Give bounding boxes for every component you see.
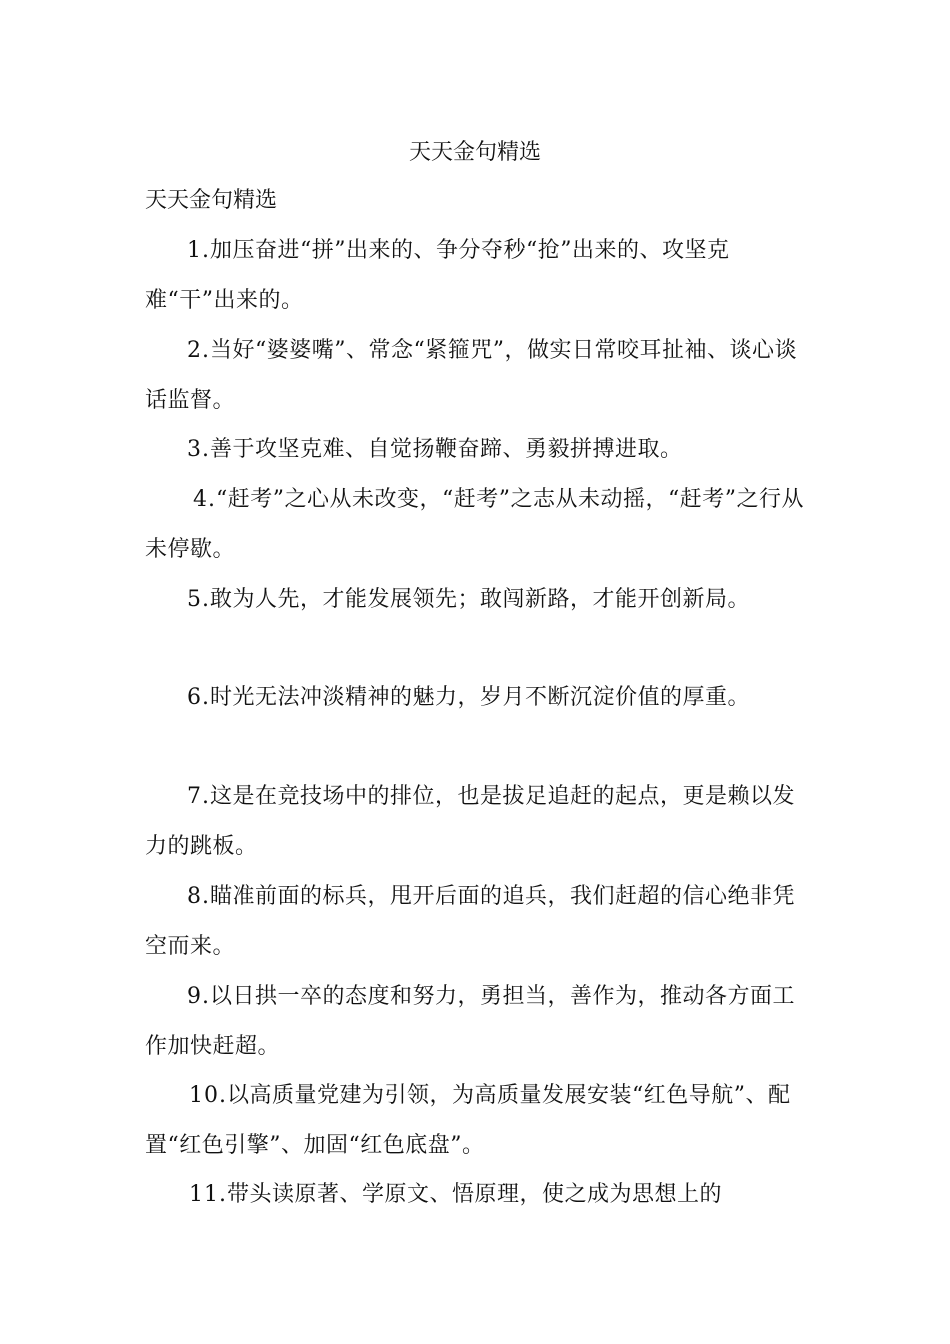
list-item [145,972,810,1071]
list-item [145,1170,810,1220]
item-number: 7. [187,784,210,809]
item-text: 这是在竞技场中的排位，也是拔足追赶的起点，更是赖以发力的跳板。 [145,784,796,859]
item-text: 瞄准前面的标兵，甩开后面的追兵，我们赶超的信心绝非凭空而来。 [145,884,796,959]
item-number: 8. [187,884,210,909]
item-text: 敢为人先，才能发展领先；敢闯新路，才能开创新局。 [210,587,751,612]
document-subtitle: 天天金句精选 [145,188,278,213]
list-item [145,475,810,574]
item-number: 11. [189,1182,227,1207]
list-item [145,425,810,475]
list-item [145,673,810,723]
item-number: 6. [187,685,210,710]
item-text: 时光无法冲淡精神的魅力，岁月不断沉淀价值的厚重。 [210,685,751,710]
item-number: 2. [187,338,210,363]
item-text: 加压奋进“拼”出来的、争分夺秒“抢”出来的、攻坚克难“干”出来的。 [145,238,730,313]
item-number: 3. [187,437,210,462]
item-number: 9. [187,984,210,1009]
item-text: “赶考”之心从未改变，“赶考”之志从未动摇，“赶考”之行从未停歇。 [145,487,804,562]
item-text: 以日拱一卒的态度和努力，勇担当，善作为，推动各方面工作加快赶超。 [145,984,796,1059]
item-text: 以高质量党建为引领，为高质量发展安装“红色导航”、配置“红色引擎”、加固“红色底盘”。 [145,1083,791,1158]
item-text: 当好“婆婆嘴”、常念“紧箍咒”，做实日常咬耳扯袖、谈心谈话监督。 [145,338,797,413]
item-number: 10. [189,1083,227,1108]
list-item [145,772,810,871]
list-item [145,872,810,971]
item-number: 5. [187,587,210,612]
list-item [145,326,810,425]
item-number: 1. [187,238,210,263]
item-text: 带头读原著、学原文、悟原理，使之成为思想上的 [227,1182,723,1207]
list-item [145,1071,810,1170]
document-title: 天天金句精选 [408,140,541,165]
item-text: 善于攻坚克难、自觉扬鞭奋蹄、勇毅拼搏进取。 [210,437,683,462]
list-item [145,575,810,625]
item-number: 4. [193,487,216,512]
list-item [145,226,810,325]
